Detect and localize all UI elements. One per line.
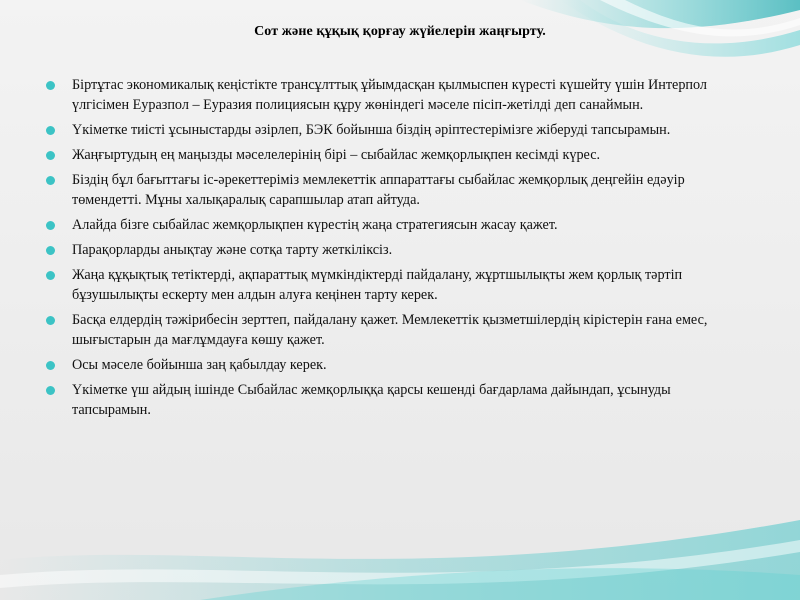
bullet-icon xyxy=(46,271,55,280)
bullet-list xyxy=(46,75,746,425)
bullet-text: Басқа елдердің тәжірибесін зерттеп, пайдалану қажет. Мемлекеттік қызметшілердің кірістерін ғана емес, шығыстарын да мағлұмдауға көшу қажет. xyxy=(72,312,708,348)
bullet-icon xyxy=(46,246,55,255)
bullet-text: Парақорларды анықтау және сотқа тарту жеткіліксіз. xyxy=(72,242,393,258)
bullet-text: Жаңа құқықтық тетіктерді, ақпараттық мүмкіндіктерді пайдалану, жұртшылықты жем қорлық тәртіп бұзушылықты ескерту мен алдын алуға кеңінен тарту керек. xyxy=(72,267,683,303)
bullet-item xyxy=(46,120,746,140)
bullet-icon xyxy=(46,386,55,395)
bullet-item xyxy=(46,380,746,420)
bullet-text: Жаңғыртудың ең маңызды мәселелерінің бірі – сыбайлас жемқорлықпен кесімді күрес. xyxy=(72,147,601,163)
bullet-text: Үкіметке тиісті ұсыныстарды әзірлеп, БЭК бойынша біздің әріптестерімізге жіберуді тапсырамын. xyxy=(72,122,671,138)
bullet-item xyxy=(46,240,746,260)
bullet-icon xyxy=(46,316,55,325)
bullet-icon xyxy=(46,81,55,90)
bullet-icon xyxy=(46,151,55,160)
bullet-item xyxy=(46,310,746,350)
bullet-icon xyxy=(46,176,55,185)
bullet-icon xyxy=(46,221,55,230)
bullet-text: Үкіметке үш айдың ішінде Сыбайлас жемқорлыққа қарсы кешенді бағдарлама дайындап, ұсынуды тапсырамын. xyxy=(72,382,671,418)
bullet-item xyxy=(46,170,746,210)
bullet-icon xyxy=(46,361,55,370)
bullet-item xyxy=(46,215,746,235)
bullet-item xyxy=(46,75,746,115)
bullet-text: Біздің бұл бағыттағы іс-әрекеттеріміз мемлекеттік аппараттағы сыбайлас жемқорлық деңгейін едәуір төмендетті. Мұны халықаралық сарапшылар атап айтуда. xyxy=(72,172,685,208)
bullet-text: Алайда бізге сыбайлас жемқорлықпен күрестің жаңа стратегиясын жасау қажет. xyxy=(72,217,558,233)
bullet-item xyxy=(46,355,746,375)
bullet-item xyxy=(46,145,746,165)
slide-title: Сот және құқық қорғау жүйелерін жаңғырту. xyxy=(254,24,546,39)
bullet-text: Осы мәселе бойынша заң қабылдау керек. xyxy=(72,357,327,373)
bullet-icon xyxy=(46,126,55,135)
bullet-text: Біртұтас экономикалық кеңістікте трансұлттық ұйымдасқан қылмыспен күресті күшейту үшін Интерпол үлгісімен Еуразпол – Еуразия полициясын құру жөніндегі мәселе пісіп-жетілді деп санаймын. xyxy=(72,77,708,113)
bullet-item xyxy=(46,265,746,305)
